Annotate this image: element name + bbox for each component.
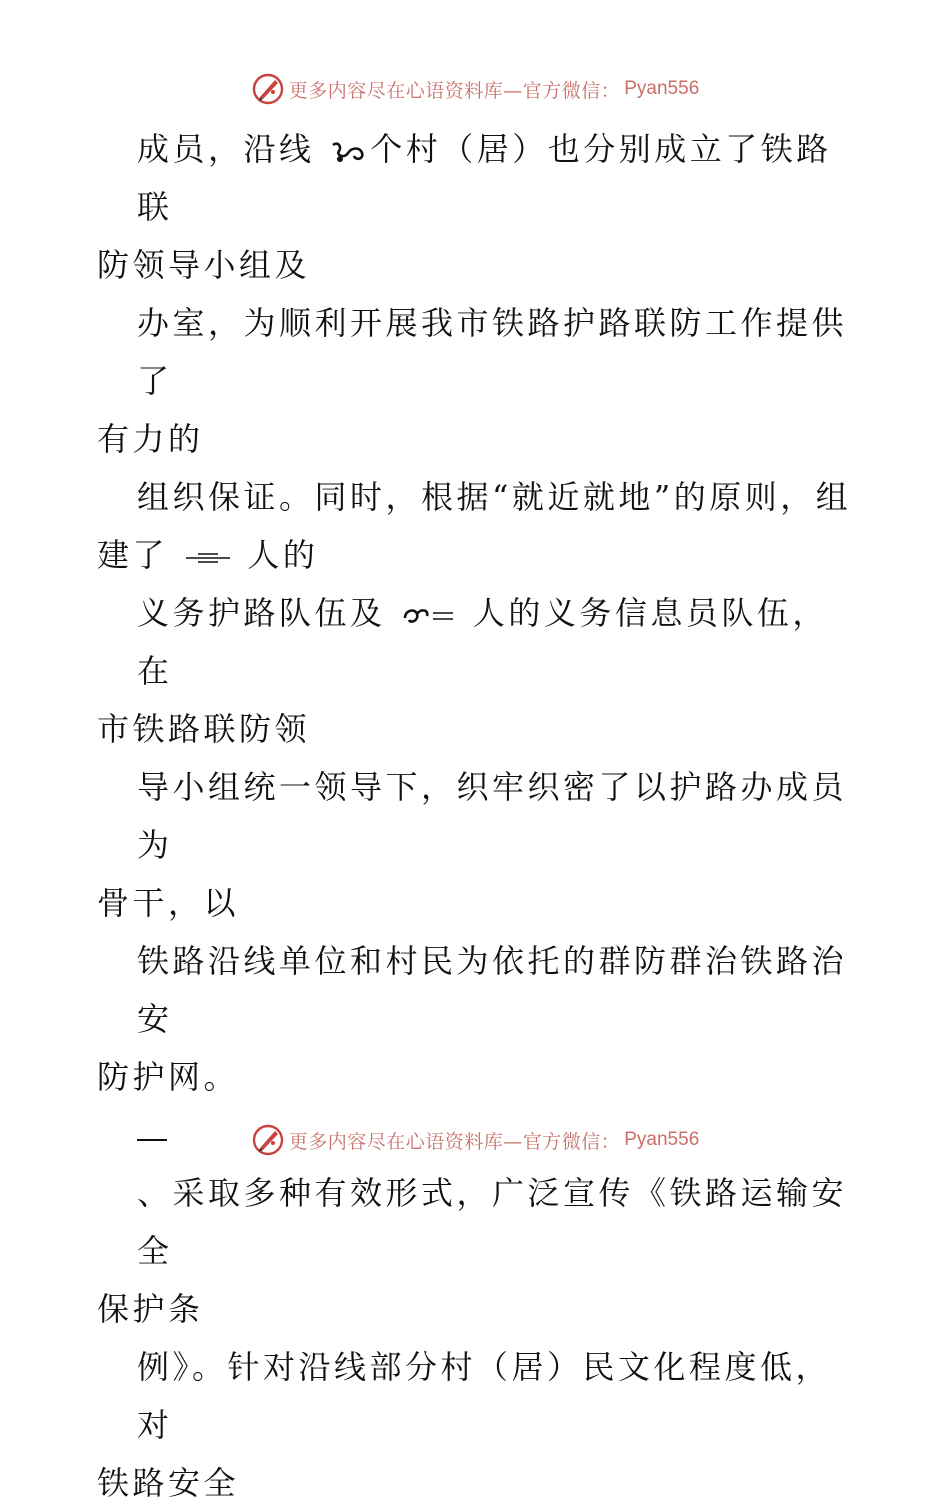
text-line: 防领导小组及 xyxy=(97,246,311,284)
text-line: 、采取多种有效形式，广泛宣传《铁路运输安全 xyxy=(137,1174,848,1270)
footer-watermark xyxy=(0,1122,950,1158)
scroll-glyph-icon xyxy=(330,139,368,165)
header-watermark xyxy=(0,71,950,107)
text-line: 组织保证。同时，根据“就近就地”的原则，组 xyxy=(137,478,852,516)
text-line: 成员，沿线 个村（居）也分别成立了铁路联 xyxy=(137,130,832,226)
document-body xyxy=(97,120,857,1512)
text-line: 铁路安全 xyxy=(97,1464,240,1502)
watermark-wechat-id: Pyan556 xyxy=(624,1129,700,1150)
text-line: 骨干，以 xyxy=(97,884,240,922)
swirl-bar-glyph-icon xyxy=(401,604,457,628)
text-line: 义务护路队伍及 人的义务信息员队伍，在 xyxy=(137,594,828,690)
pen-logo-icon xyxy=(251,72,285,106)
text-line: 例》。针对沿线部分村（居）民文化程度低，对 xyxy=(137,1348,832,1444)
text-line: 保护条 xyxy=(97,1290,204,1328)
text-line: 导小组统一领导下，织牢织密了以护路办成员为 xyxy=(137,768,848,864)
text-line: 铁路沿线单位和村民为依托的群防群治铁路治安 xyxy=(137,942,848,1038)
text-line: 办室，为顺利开展我市铁路护路联防工作提供了 xyxy=(137,304,848,400)
watermark-text: 更多内容尽在心语资料库—官方微信： xyxy=(288,79,621,102)
pen-logo-icon xyxy=(251,1123,285,1157)
text-line: 有力的 xyxy=(97,420,204,458)
text-line: 建了 人的 xyxy=(97,536,319,574)
watermark-wechat-id: Pyan556 xyxy=(624,78,700,99)
text-line: 市铁路联防领 xyxy=(97,710,311,748)
text-line: 防护网。 xyxy=(97,1058,240,1096)
triple-bar-glyph-icon xyxy=(184,549,232,567)
watermark-text: 更多内容尽在心语资料库—官方微信： xyxy=(288,1130,621,1153)
